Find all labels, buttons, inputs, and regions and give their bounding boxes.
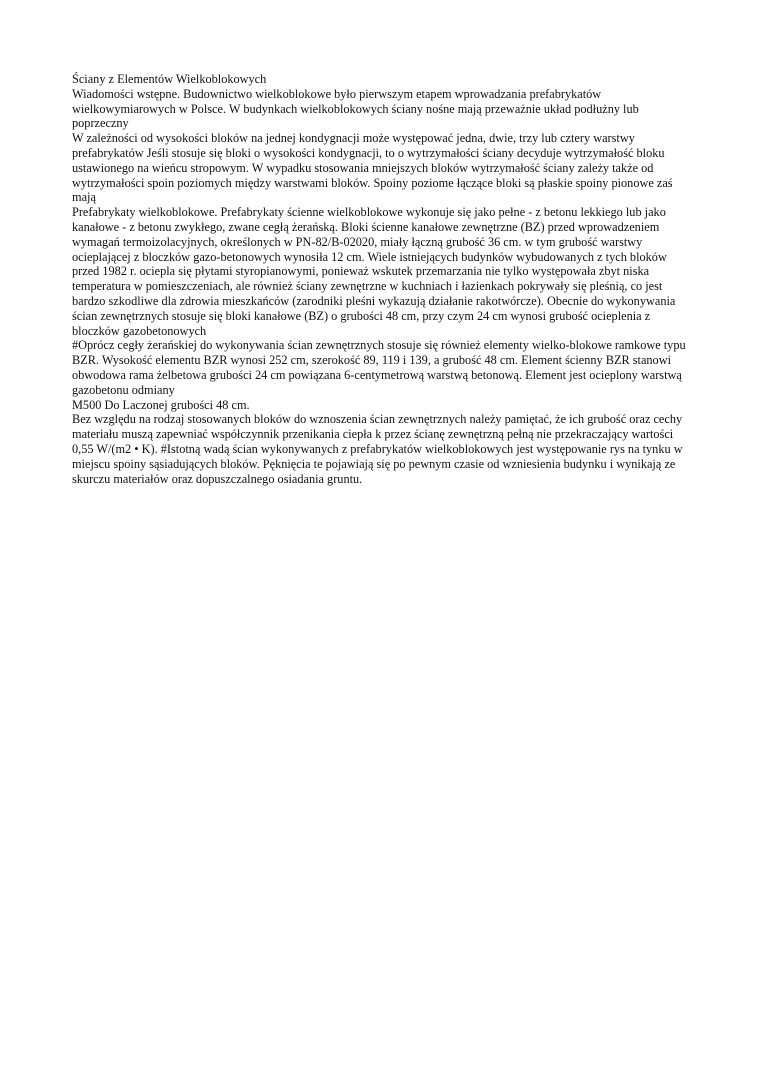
document-title: Ściany z Elementów Wielkoblokowych — [72, 72, 267, 86]
paragraph-thermal-requirements: Bez względu na rodzaj stosowanych bloków do wznoszenia ścian zewnętrznych należy pamiętać, że ich grubość oraz cechy materiału muszą zapewniać współczynnik przenikania ciepła k przez ścianę zewnętrzną pełną nie przekraczający wartości 0,55 W/(m2 • K). #Istotną wadą ścian wykonywanych z prefabrykatów wielkoblokowych jest występowanie rys na tynku w miejscu spoiny sąsiadujących bloków. Pęknięcia te pojawiają się po pewnym czasie od wzniesienia budynku i wynikają ze skurczu materiałów oraz dopuszczalnego osiadania gruntu. — [72, 412, 683, 486]
paragraph-block-layers: W zależności od wysokości bloków na jednej kondygnacji może występować jedna, dwie, trzy lub cztery warstwy prefabrykatów Jeśli stosuje się bloki o wysokości kondygnacji, to o wytrzymałości ściany decyduje wytrzymałość bloku ustawionego na wieńcu stropowym. W wypadku stosowania mniejszych bloków wytrzymałość ściany zależy także od wytrzymałości spoin poziomych między warstwami bloków. Spoiny poziome łączące bloki są płaskie spoiny pionowe zaś mają — [72, 131, 673, 205]
paragraph-bzr-elements: #Oprócz cegły żerańskiej do wykonywania ścian zewnętrznych stosuje się również elementy wielko-blokowe ramkowe typu BZR. Wysokość elementu BZR wynosi 252 cm, szerokość 89, 119 i 139, a grubość 48 cm. Element ścienny BZR stanowi obwodowa rama żelbetowa grubości 24 cm powiązana 6-centymetrową warstwą betonową. Element jest ocieplony warstwą gazobetonu odmiany — [72, 338, 686, 397]
document-page — [72, 72, 692, 486]
paragraph-introduction: Wiadomości wstępne. Budownictwo wielkoblokowe było pierwszym etapem wprowadzania prefabrykatów wielkowymiarowych w Polsce. W budynkach wielkoblokowych ściany nośne mają przeważnie układ podłużny lub poprzeczny — [72, 86, 639, 131]
paragraph-prefabricates: Prefabrykaty wielkoblokowe. Prefabrykaty ścienne wielkoblokowe wykonuje się jako pełne - z betonu lekkiego lub jako kanałowe - z betonu zwykłego, zwane cegłą żerańską. Bloki ścienne kanałowe zewnętrzne (BZ) przed wprowadzeniem wymagań termoizolacyjnych, określonych w PN-82/B-02020, miały łączną grubość 36 cm. w tym grubość warstwy ocieplającej z bloczków gazo-betonowych wynosiła 12 cm. Wiele istniejących budynków wybudowanych z tych bloków przed 1982 r. ociepla się płytami styropianowymi, ponieważ wskutek przemarzania nie tylko występowała zbyt niska temperatura w pomieszczeniach, ale również ściany zewnętrzne w kuchniach i łazienkach pokrywały się pleśnią, co jest bardzo szkodliwe dla zdrowia mieszkańców (zarodniki pleśni wykazują działanie rakotwórcze). Obecnie do wykonywania ścian zewnętrznych stosuje się bloki kanałowe (BZ) o grubości 48 cm, przy czym 24 cm wynosi grubość ocieplenia z bloczków gazobetonowych — [72, 205, 676, 338]
paragraph-m500: M500 Do Laczonej grubości 48 cm. — [72, 397, 250, 412]
